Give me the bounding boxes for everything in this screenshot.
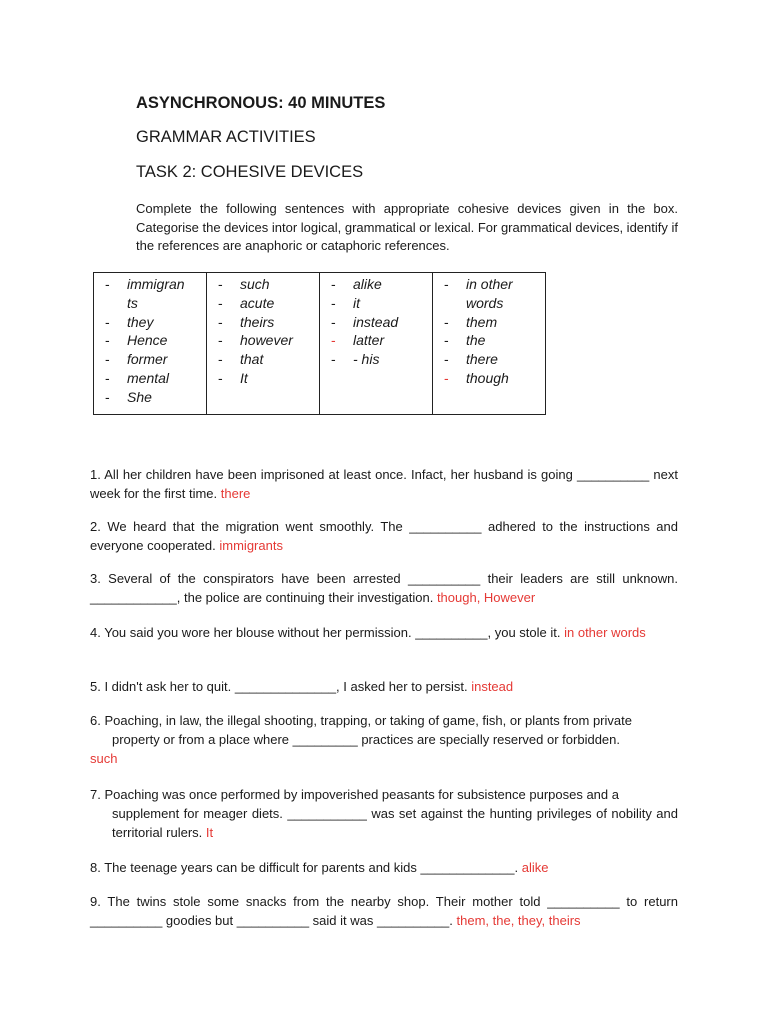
question-text: 9. The twins stole some snacks from the nearby shop. Their mother told __________ to return __________ goodies but __________ said it was __________.: [90, 894, 678, 928]
word-item: [331, 313, 432, 332]
title-task: TASK 2: COHESIVE DEVICES: [136, 163, 364, 181]
word-text: It: [240, 369, 248, 386]
word-item: [105, 331, 206, 350]
bullet-dash: -: [105, 332, 110, 349]
word-text: instead: [353, 313, 399, 330]
question-8: [90, 858, 678, 877]
word-text: that: [240, 351, 264, 368]
instructions: Complete the following sentences with appropriate cohesive devices given in the box. Categorise the devices intor logical, grammatical or lexical. For grammatical devices, identify if the references are anaphoric or cataphoric references.: [136, 201, 678, 253]
question-text: 5. I didn't ask her to quit. ______________, I asked her to persist.: [90, 679, 468, 694]
word-item: [218, 294, 319, 313]
bullet-dash: -: [218, 369, 223, 386]
word-box: [93, 272, 546, 415]
word-item: [105, 388, 206, 407]
bullet-dash: -: [444, 276, 449, 292]
answer: immigrants: [219, 538, 283, 553]
word-text: they: [127, 313, 154, 330]
bullet-dash: -: [331, 276, 336, 292]
word-item: [331, 294, 432, 313]
question-text-continued: [90, 804, 678, 842]
word-item: [444, 294, 545, 313]
bullet-dash: -: [218, 351, 223, 368]
word-item: [331, 275, 432, 294]
word-text: the: [466, 332, 486, 349]
bullet-dash: -: [331, 313, 336, 330]
word-box-column: [94, 273, 207, 414]
word-text: mental: [127, 369, 170, 386]
word-item: [105, 350, 206, 369]
bullet-dash: -: [444, 313, 449, 330]
title-asynchronous: ASYNCHRONOUS: 40 MINUTES: [136, 94, 386, 112]
question-text: 2. We heard that the migration went smoothly. The __________ adhered to the instructions and everyone cooperated.: [90, 519, 678, 553]
answer: though, However: [436, 590, 536, 605]
word-text: words: [466, 294, 504, 311]
question-text: 3. Several of the conspirators have been arrested __________ their leaders are still unknown. ____________, the police are continuing their investigation.: [90, 571, 678, 605]
question-text: 1. All her children have been imprisoned at least once. Infact, her husband is going __________ next week for the first time.: [90, 467, 678, 501]
word-text: theirs: [240, 313, 275, 330]
answer: in other words: [564, 625, 646, 640]
answer: alike: [521, 860, 549, 875]
word-item: [444, 275, 545, 294]
bullet-dash: -: [218, 294, 223, 311]
word-text: - his: [353, 351, 380, 368]
question-text: 4. You said you wore her blouse without her permission. __________, you stole it.: [90, 625, 561, 640]
word-text: however: [240, 332, 293, 349]
bullet-dash: -: [331, 294, 336, 311]
question-6: [90, 711, 678, 768]
word-item: [105, 294, 206, 313]
word-item: [444, 369, 545, 388]
word-text: alike: [353, 276, 382, 292]
bullet-dash: -: [444, 332, 449, 349]
word-item: [218, 331, 319, 350]
question-3: [90, 569, 678, 607]
bullet-dash: -: [105, 276, 110, 292]
question-text-b: supplement for meager diets. ___________ was set against the hunting privileges of nobility and territorial rulers.: [112, 806, 678, 840]
word-text: in other: [466, 276, 513, 292]
bullet-dash: -: [331, 351, 336, 368]
word-item: [105, 313, 206, 332]
question-2: [90, 517, 678, 555]
word-text: immigran: [127, 276, 185, 292]
word-text: there: [466, 351, 498, 368]
word-text: She: [127, 388, 152, 405]
question-1: [90, 465, 678, 503]
question-7: [90, 785, 678, 842]
answer: such: [90, 751, 118, 766]
answer: them, the, they, theirs: [456, 913, 581, 928]
word-text: former: [127, 351, 168, 368]
bullet-dash: -: [105, 351, 110, 368]
bullet-dash: -: [218, 313, 223, 330]
word-item: [444, 313, 545, 332]
bullet-dash: -: [218, 332, 223, 349]
word-box-column: [320, 273, 433, 414]
word-text: ts: [127, 294, 138, 311]
question-9: [90, 892, 678, 930]
word-item: [218, 275, 319, 294]
bullet-dash: -: [331, 332, 336, 349]
answer: there: [220, 486, 251, 501]
bullet-dash: -: [105, 313, 110, 330]
bullet-dash: -: [218, 276, 223, 292]
word-item: [218, 313, 319, 332]
word-item: [331, 331, 432, 350]
word-item: [218, 369, 319, 388]
word-item: [218, 350, 319, 369]
answer: It: [205, 825, 214, 840]
word-item: [105, 369, 206, 388]
bullet-dash: [444, 294, 466, 313]
answer: instead: [471, 679, 514, 694]
word-item: [331, 350, 432, 369]
word-box-column: [433, 273, 545, 414]
title-grammar-activities: GRAMMAR ACTIVITIES: [136, 128, 316, 146]
bullet-dash: -: [105, 369, 110, 386]
word-text: it: [353, 294, 360, 311]
bullet-dash: -: [105, 388, 110, 405]
word-item: [444, 331, 545, 350]
question-text-continued: property or from a place where _________ practices are specially reserved or forbidden.: [112, 732, 620, 747]
question-4: [90, 623, 678, 642]
word-text: such: [240, 276, 270, 292]
word-item: [105, 275, 206, 294]
question-text: 7. Poaching was once performed by impoverished peasants for subsistence purposes and a: [90, 787, 619, 802]
bullet-dash: [105, 294, 127, 313]
bullet-dash: -: [444, 369, 449, 386]
question-text: 6. Poaching, in law, the illegal shooting, trapping, or taking of game, fish, or plants from private: [90, 713, 632, 728]
word-text: acute: [240, 294, 275, 311]
question-text: 8. The teenage years can be difficult for parents and kids _____________.: [90, 860, 519, 875]
word-text: them: [466, 313, 498, 330]
word-text: Hence: [127, 332, 168, 349]
bullet-dash: -: [444, 351, 449, 368]
word-box-column: [207, 273, 320, 414]
word-text: latter: [353, 332, 385, 349]
word-item: [444, 350, 545, 369]
word-text: though: [466, 369, 509, 386]
question-5: [90, 677, 678, 696]
